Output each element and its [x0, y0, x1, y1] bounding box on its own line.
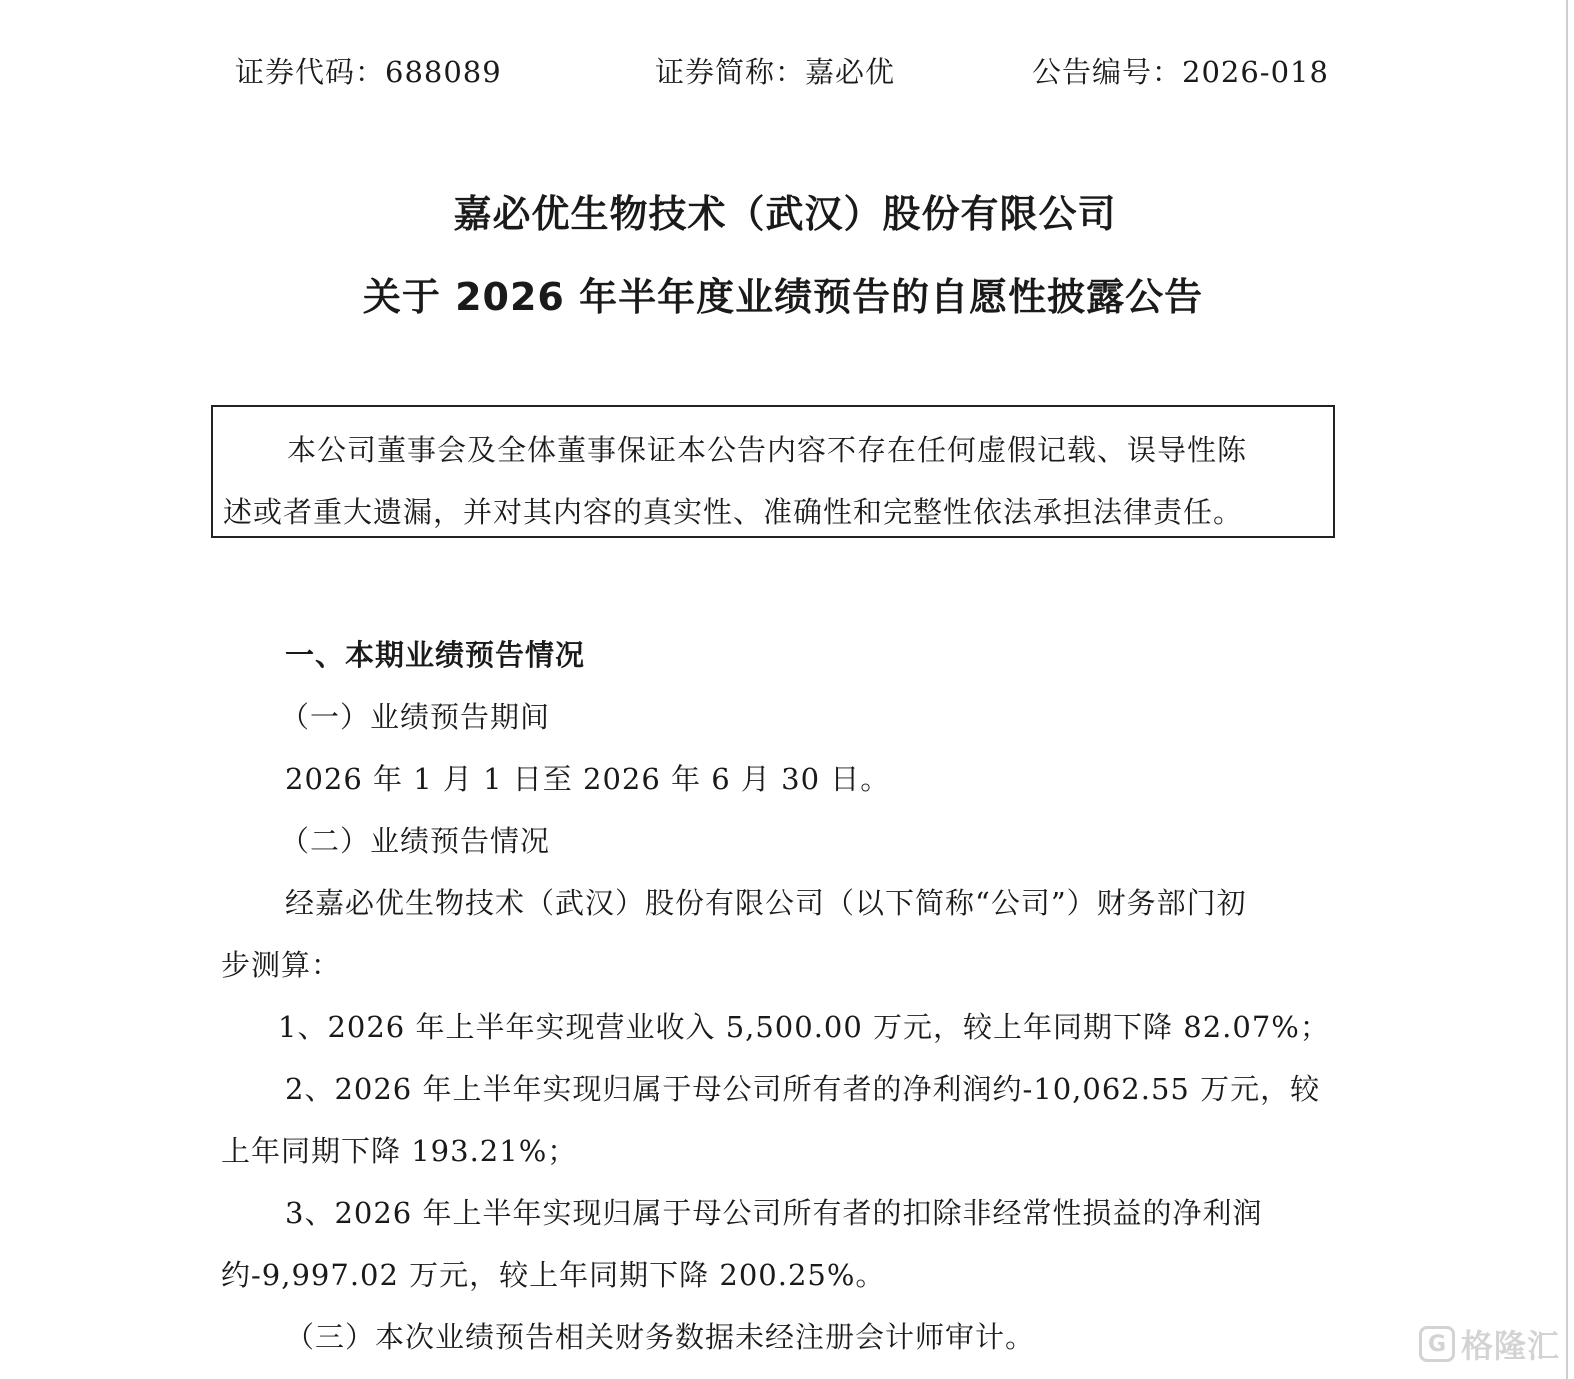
subsection-forecast-heading: （二）业绩预告情况 [280, 824, 551, 858]
disclaimer-line-1: 本公司董事会及全体董事保证本公告内容不存在任何虚假记载、误导性陈 [287, 433, 1248, 467]
item-net-profit-line-2: 上年同期下降 193.21%； [221, 1134, 578, 1168]
brand-logo-icon: G [1419, 1326, 1455, 1362]
announcement-title: 关于 2026 年半年度业绩预告的自愿性披露公告 [362, 275, 1204, 319]
security-code: 证券代码：688089 [235, 55, 502, 89]
paragraph-line-2: 步测算： [221, 948, 342, 982]
brand-logo-text: 格隆汇 [1460, 1327, 1560, 1365]
announcement-number: 公告编号：2026-018 [1032, 55, 1329, 89]
company-title: 嘉必优生物技术（武汉）股份有限公司 [453, 192, 1117, 236]
item-deducted-profit-line-2: 约-9,997.02 万元，较上年同期下降 200.25%。 [221, 1258, 886, 1292]
item-net-profit-line-1: 2、2026 年上半年实现归属于母公司所有者的净利润约-10,062.55 万元，较 [285, 1072, 1321, 1106]
disclaimer-box [211, 405, 1335, 538]
subsection-period-heading: （一）业绩预告期间 [280, 700, 551, 734]
item-deducted-profit-line-1: 3、2026 年上半年实现归属于母公司所有者的扣除非经常性损益的净利润 [285, 1196, 1263, 1230]
item-revenue: 1、2026 年上半年实现营业收入 5,500.00 万元，较上年同期下降 82.07%； [278, 1010, 1330, 1044]
section-heading: 一、本期业绩预告情况 [285, 638, 586, 672]
watermark-logo [1419, 1321, 1560, 1367]
disclaimer-line-2: 述或者重大遗漏，并对其内容的真实性、准确性和完整性依法承担法律责任。 [223, 495, 1244, 529]
subsection-audit-note: （三）本次业绩预告相关财务数据未经注册会计师审计。 [285, 1320, 1036, 1354]
forecast-period-text: 2026 年 1 月 1 日至 2026 年 6 月 30 日。 [285, 762, 891, 796]
paragraph-line-1: 经嘉必优生物技术（武汉）股份有限公司（以下简称“公司”）财务部门初 [285, 886, 1247, 920]
security-short-name: 证券简称：嘉必优 [655, 55, 896, 89]
